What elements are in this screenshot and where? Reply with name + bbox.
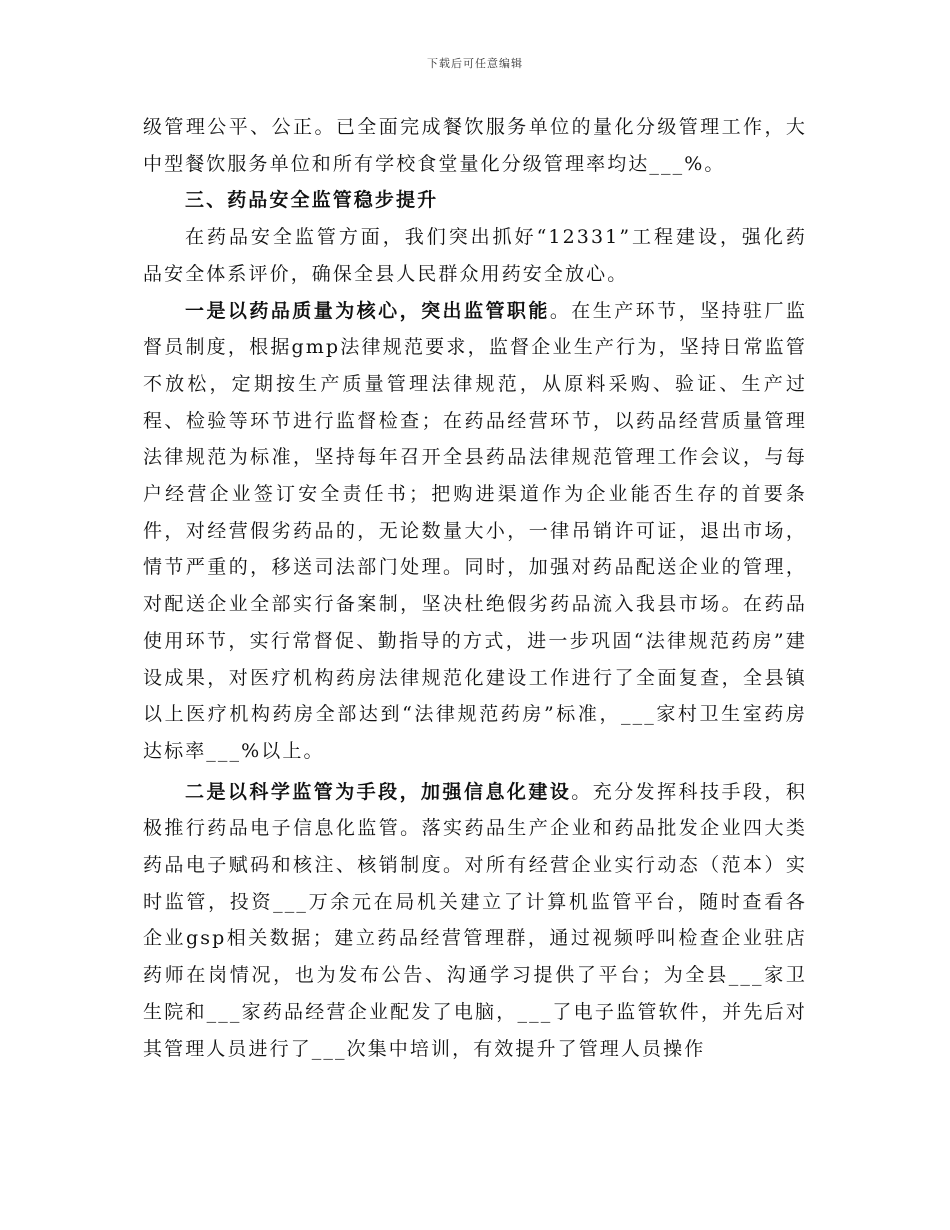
document-body: [143, 109, 807, 1067]
paragraph-informatization: [143, 774, 807, 1068]
paragraph-drug-quality: [143, 293, 807, 770]
paragraph-body: 。充分发挥科技手段，积极推行药品电子信息化监管。落实药品生产企业和药品批发企业四大类药品电子赋码和核注、核销制度。对所有经营企业实行动态（范本）实时监管，投资___万余元在局机关建立了计算机监管平台，随时查看各企业gsp相关数据；建立药品经营管理群，通过视频呼叫检查企业驻店药师在岗情况，也为发布公告、沟通学习提供了平台；为全县___家卫生院和___家药品经营企业配发了电脑，___了电子监管软件，并先后对其管理人员进行了___次集中培训，有效提升了管理人员操作: [143, 780, 807, 1060]
page-header: 下载后可任意编辑: [427, 57, 523, 70]
paragraph-intro: 在药品安全监管方面，我们突出抓好“12331”工程建设，强化药品安全体系评价，确保全县人民群众用药安全放心。: [143, 226, 807, 285]
paragraph-body: 。在生产环节，坚持驻厂监督员制度，根据gmp法律规范要求，监督企业生产行为，坚持日常监管不放松，定期按生产质量管理法律规范，从原料采购、验证、生产过程、检验等环节进行监督检查；在药品经营环节，以药品经营质量管理法律规范为标准，坚持每年召开全县药品法律规范管理工作会议，与每户经营企业签订安全责任书；把购进渠道作为企业能否生存的首要条件，对经营假劣药品的，无论数量大小，一律吊销许可证，退出市场，情节严重的，移送司法部门处理。同时，加强对药品配送企业的管理，对配送企业全部实行备案制，坚决杜绝假劣药品流入我县市场。在药品使用环节，实行常督促、勤指导的方式，进一步巩固“法律规范药房”建设成果，对医疗机构药房法律规范化建设工作进行了全面复查，全县镇以上医疗机构药房全部达到“法律规范药房”标准，___家村卫生室药房达标率___%以上。: [143, 299, 808, 762]
paragraph-continuation: 级管理公平、公正。已全面完成餐饮服务单位的量化分级管理工作，大中型餐饮服务单位和所有学校食堂量化分级管理率均达___%。: [143, 116, 807, 175]
paragraph-lead: 一是以药品质量为核心，突出监管职能: [185, 299, 550, 322]
section-heading: 三、药品安全监管稳步提升: [185, 189, 439, 212]
paragraph-lead: 二是以科学监管为手段，加强信息化建设: [185, 780, 572, 803]
